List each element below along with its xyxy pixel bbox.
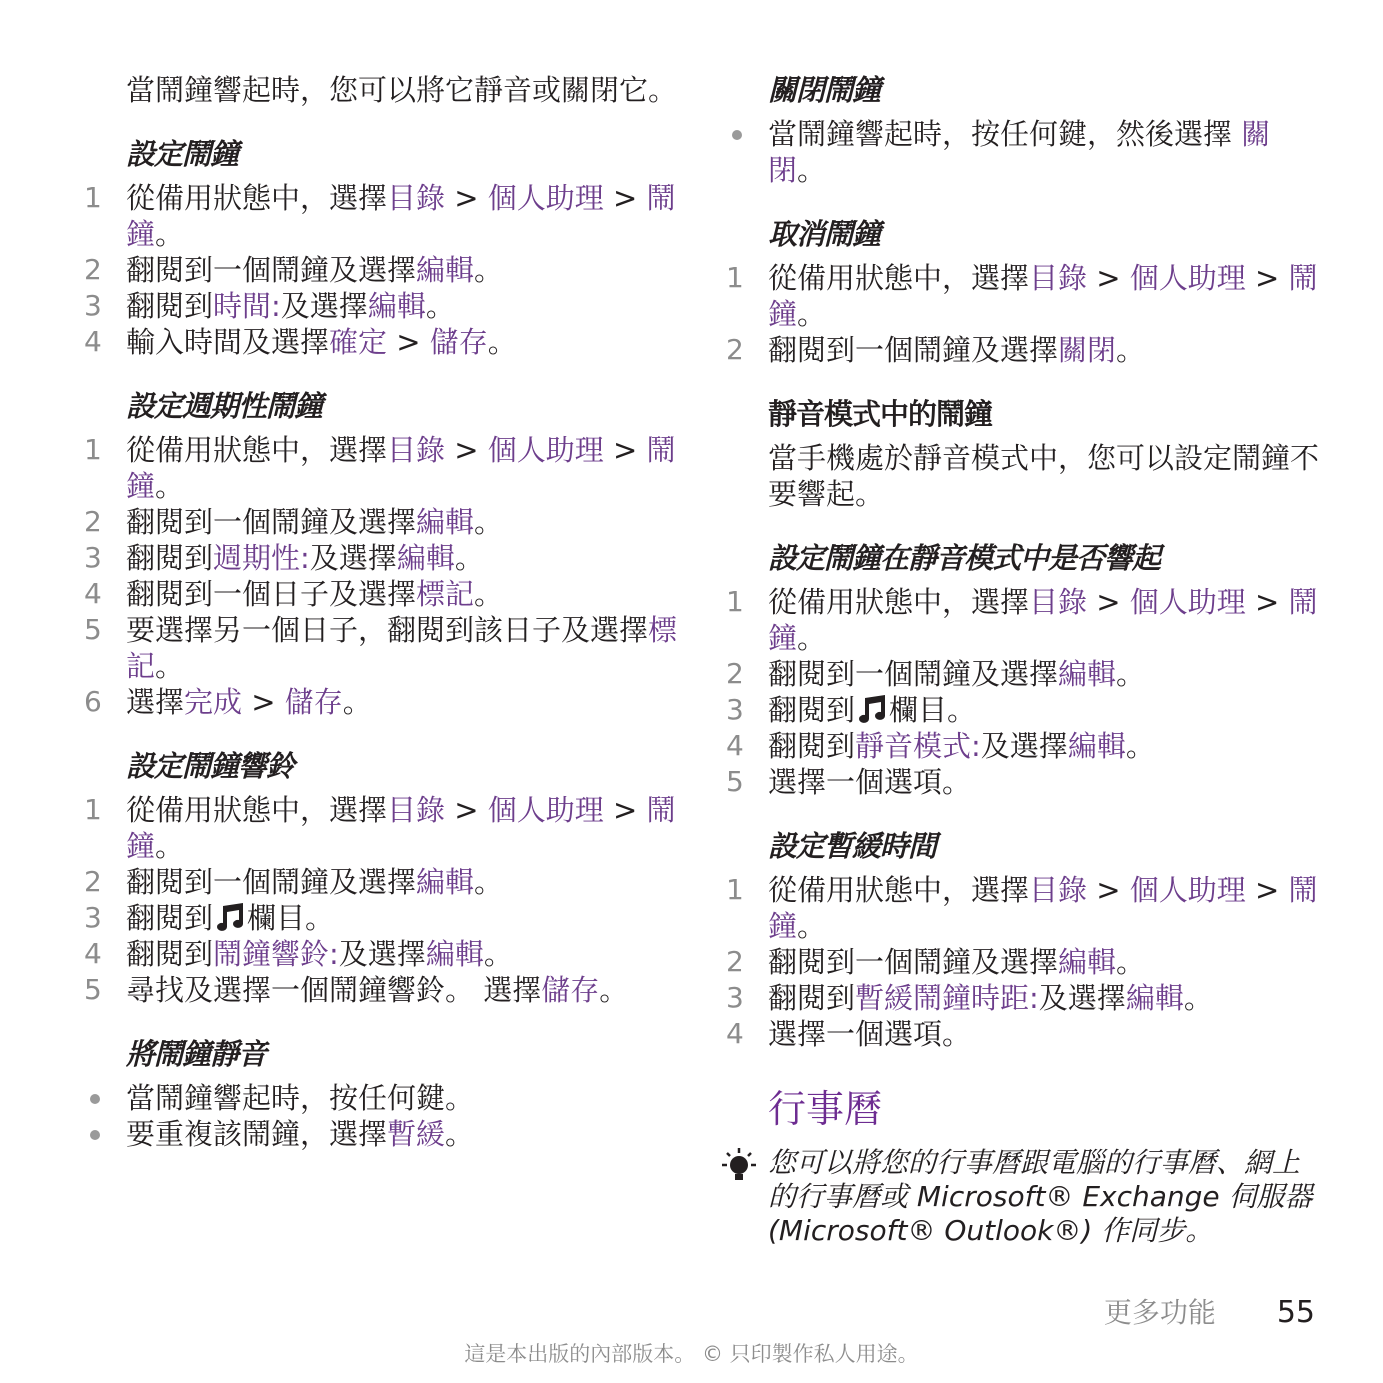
step-text: 。 bbox=[599, 973, 629, 1007]
step-text: 。 bbox=[474, 577, 504, 611]
menu-path-term: 鬧鐘 bbox=[126, 181, 676, 251]
step-text: 。 bbox=[155, 217, 185, 251]
step-item bbox=[84, 900, 680, 936]
step-text: > bbox=[1245, 585, 1289, 619]
menu-path-term: 鬧鐘 bbox=[768, 261, 1318, 331]
menu-path-term: 完成 bbox=[184, 685, 243, 719]
menu-path-term: 儲存 bbox=[284, 685, 343, 719]
menu-path-term: 個人助理 bbox=[1129, 261, 1246, 295]
step-number: 5 bbox=[84, 613, 102, 646]
step-text: > bbox=[1245, 873, 1289, 907]
step-item bbox=[84, 180, 680, 252]
silent-mode-heading: 靜音模式中的鬧鐘 bbox=[768, 397, 993, 431]
step-number: 4 bbox=[84, 577, 102, 610]
step-text: 翻閱到一個鬧鐘及選擇 bbox=[126, 865, 417, 899]
step-text: 。 bbox=[1116, 333, 1146, 367]
step-text: 。 bbox=[483, 937, 513, 971]
step-text: 。 bbox=[474, 253, 504, 287]
step-number: 2 bbox=[84, 865, 102, 898]
step-item bbox=[726, 656, 1326, 692]
step-item bbox=[84, 612, 680, 684]
menu-path-term: 目錄 bbox=[387, 181, 446, 215]
step-text: 。 bbox=[454, 541, 484, 575]
menu-path-term: 鬧鐘 bbox=[768, 873, 1318, 943]
snooze-time-steps bbox=[726, 872, 1326, 1052]
step-number: 2 bbox=[84, 253, 102, 286]
step-text: 當鬧鐘響起時，按任何鍵，然後選擇 bbox=[768, 117, 1242, 151]
menu-path-term: 編輯 bbox=[416, 253, 475, 287]
step-item bbox=[84, 540, 680, 576]
menu-path-term: 個人助理 bbox=[1129, 873, 1246, 907]
step-text: 翻閱到一個鬧鐘及選擇 bbox=[126, 253, 417, 287]
menu-path-term: 個人助理 bbox=[487, 433, 604, 467]
bullet-item bbox=[726, 116, 1326, 188]
step-text: 翻閱到一個日子及選擇 bbox=[126, 577, 417, 611]
step-text: 。 bbox=[474, 865, 504, 899]
menu-path-term: 編輯 bbox=[1058, 945, 1117, 979]
menu-path-term: 鬧鐘 bbox=[126, 793, 676, 863]
calendar-tip bbox=[726, 1146, 1326, 1248]
step-number: 4 bbox=[84, 325, 102, 358]
menu-path-term: 儲存 bbox=[429, 325, 488, 359]
menu-path-term: 目錄 bbox=[1029, 585, 1088, 619]
turn-off-alarm-bullets bbox=[726, 116, 1326, 188]
step-number: 3 bbox=[84, 901, 102, 934]
step-number: 2 bbox=[726, 945, 744, 978]
step-item bbox=[726, 332, 1326, 368]
step-text: 。 bbox=[487, 325, 517, 359]
step-text: 及選擇 bbox=[338, 937, 426, 971]
step-item bbox=[84, 684, 680, 720]
menu-path-term: 編輯 bbox=[396, 541, 455, 575]
step-text: 從備用狀態中，選擇 bbox=[768, 261, 1030, 295]
menu-path-term: 週期性: bbox=[213, 541, 310, 575]
step-number: 4 bbox=[726, 729, 744, 762]
step-text: 翻閱到 bbox=[126, 541, 214, 575]
menu-path-term: 確定 bbox=[329, 325, 388, 359]
footer-section-label: 更多功能 bbox=[1103, 1296, 1216, 1329]
step-text: 欄目。 bbox=[889, 693, 977, 727]
step-text: 從備用狀態中，選擇 bbox=[126, 793, 388, 827]
footer-note: 這是本出版的內部版本。 © 只印製作私人用途。 bbox=[464, 1342, 919, 1366]
silent-setting-heading: 設定鬧鐘在靜音模式中是否響起 bbox=[768, 541, 1161, 575]
step-item bbox=[84, 936, 680, 972]
step-text: 及選擇 bbox=[1038, 981, 1126, 1015]
step-text: > bbox=[1087, 873, 1130, 907]
menu-path-term: 編輯 bbox=[416, 865, 475, 899]
cancel-alarm-steps bbox=[726, 260, 1326, 368]
step-text: 翻閱到 bbox=[768, 693, 856, 727]
menu-path-term: 個人助理 bbox=[1129, 585, 1246, 619]
step-text: > bbox=[1087, 585, 1130, 619]
step-number: 1 bbox=[84, 793, 102, 826]
page-footer bbox=[1104, 1296, 1315, 1330]
bullet-dot-icon bbox=[90, 1094, 100, 1104]
left-column bbox=[84, 72, 680, 1152]
calendar-section-title: 行事曆 bbox=[768, 1087, 883, 1131]
step-item bbox=[726, 980, 1326, 1016]
step-text: 尋找及選擇一個鬧鐘響鈴。 選擇 bbox=[126, 973, 542, 1007]
menu-path-term: 目錄 bbox=[387, 793, 446, 827]
step-text: 。 bbox=[1116, 657, 1146, 691]
step-text: 翻閱到 bbox=[768, 981, 856, 1015]
step-text: 翻閱到 bbox=[126, 289, 214, 323]
step-number: 5 bbox=[84, 973, 102, 1006]
menu-path-term: 目錄 bbox=[1029, 261, 1088, 295]
step-text: 及選擇 bbox=[280, 289, 368, 323]
step-number: 4 bbox=[726, 1017, 744, 1050]
page-number: 55 bbox=[1276, 1295, 1315, 1330]
step-text: > bbox=[445, 433, 488, 467]
step-item bbox=[726, 584, 1326, 656]
menu-path-term: 編輯 bbox=[1125, 981, 1184, 1015]
snooze-time-heading: 設定暫緩時間 bbox=[768, 829, 937, 863]
menu-path-term: 暫緩 bbox=[387, 1117, 446, 1151]
step-item bbox=[84, 288, 680, 324]
step-text: 欄目。 bbox=[247, 901, 335, 935]
step-text: 從備用狀態中，選擇 bbox=[768, 873, 1030, 907]
step-item bbox=[84, 576, 680, 612]
step-text: 。 bbox=[1125, 729, 1155, 763]
step-item bbox=[84, 864, 680, 900]
calendar-tip-text: 您可以將您的行事曆跟電腦的行事曆、網上的行事曆或 Microsoft® Exchange 伺服器 (Microsoft® Outlook®) 作同步。 bbox=[768, 1146, 1313, 1247]
step-text: > bbox=[1245, 261, 1289, 295]
menu-path-term: 目錄 bbox=[387, 433, 446, 467]
menu-path-term: 編輯 bbox=[1067, 729, 1126, 763]
step-text: 從備用狀態中，選擇 bbox=[126, 181, 388, 215]
step-text: 輸入時間及選擇 bbox=[126, 325, 330, 359]
step-text: 當鬧鐘響起時，按任何鍵。 bbox=[126, 1081, 475, 1115]
menu-path-term: 編輯 bbox=[367, 289, 426, 323]
menu-path-term: 關閉 bbox=[768, 117, 1271, 187]
alarm-ringtone-heading: 設定鬧鐘響鈴 bbox=[126, 749, 295, 783]
bullet-item bbox=[84, 1116, 680, 1152]
step-text: 從備用狀態中，選擇 bbox=[126, 433, 388, 467]
menu-path-term: 編輯 bbox=[1058, 657, 1117, 691]
step-number: 3 bbox=[84, 289, 102, 322]
menu-path-term: 鬧鐘 bbox=[768, 585, 1318, 655]
step-text: 要重複該鬧鐘，選擇 bbox=[126, 1117, 388, 1151]
step-text: 翻閱到一個鬧鐘及選擇 bbox=[768, 945, 1059, 979]
menu-path-term: 標記 bbox=[416, 577, 475, 611]
step-item bbox=[726, 764, 1326, 800]
step-text: 選擇一個選項。 bbox=[768, 1017, 972, 1051]
step-item bbox=[726, 872, 1326, 944]
alarm-ringtone-steps bbox=[84, 792, 680, 1008]
menu-path-term: 暫緩鬧鐘時距: bbox=[855, 981, 1039, 1015]
step-text: 。 bbox=[797, 297, 827, 331]
step-text: 選擇一個選項。 bbox=[768, 765, 972, 799]
step-text: 。 bbox=[797, 909, 827, 943]
step-item bbox=[726, 260, 1326, 332]
menu-path-term: 標記 bbox=[126, 613, 678, 683]
step-text: > bbox=[387, 325, 430, 359]
step-number: 1 bbox=[726, 873, 744, 906]
step-number: 3 bbox=[84, 541, 102, 574]
step-text: 要選擇另一個日子，翻閱到該日子及選擇 bbox=[126, 613, 649, 647]
step-text: 翻閱到 bbox=[768, 729, 856, 763]
step-text: 。 bbox=[797, 153, 827, 187]
step-item bbox=[84, 324, 680, 360]
step-text: > bbox=[445, 181, 488, 215]
cancel-alarm-heading: 取消鬧鐘 bbox=[768, 217, 881, 251]
bullet-item bbox=[84, 1080, 680, 1116]
step-number: 1 bbox=[84, 181, 102, 214]
step-text: > bbox=[242, 685, 285, 719]
step-item bbox=[726, 944, 1326, 980]
step-item bbox=[84, 792, 680, 864]
recurrent-alarm-steps bbox=[84, 432, 680, 720]
silent-setting-steps bbox=[726, 584, 1326, 800]
step-number: 5 bbox=[726, 765, 744, 798]
silence-alarm-heading: 將鬧鐘靜音 bbox=[126, 1037, 267, 1071]
step-text: 。 bbox=[797, 621, 827, 655]
step-number: 2 bbox=[726, 333, 744, 366]
menu-path-term: 編輯 bbox=[425, 937, 484, 971]
step-text: > bbox=[445, 793, 488, 827]
step-number: 3 bbox=[726, 693, 744, 726]
silent-mode-text: 當手機處於靜音模式中，您可以設定鬧鐘不要響起。 bbox=[768, 441, 1320, 511]
step-number: 3 bbox=[726, 981, 744, 1014]
step-item bbox=[726, 692, 1326, 728]
right-column bbox=[726, 72, 1326, 1248]
step-number: 4 bbox=[84, 937, 102, 970]
step-number: 1 bbox=[726, 585, 744, 618]
menu-path-term: 目錄 bbox=[1029, 873, 1088, 907]
bullet-dot-icon bbox=[90, 1130, 100, 1140]
step-text: 翻閱到一個鬧鐘及選擇 bbox=[768, 333, 1059, 367]
music-note-icon bbox=[855, 694, 889, 724]
step-text: 。 bbox=[342, 685, 372, 719]
step-text: 及選擇 bbox=[980, 729, 1068, 763]
step-text: 選擇 bbox=[126, 685, 185, 719]
step-item bbox=[726, 1016, 1326, 1052]
menu-path-term: 靜音模式: bbox=[855, 729, 981, 763]
menu-path-term: 關閉 bbox=[1058, 333, 1117, 367]
step-item bbox=[84, 972, 680, 1008]
step-number: 6 bbox=[84, 685, 102, 718]
intro-text: 當鬧鐘響起時，您可以將它靜音或關閉它。 bbox=[126, 73, 678, 107]
turn-off-alarm-heading: 關閉鬧鐘 bbox=[768, 73, 881, 107]
step-text: 翻閱到 bbox=[126, 937, 214, 971]
menu-path-term: 儲存 bbox=[541, 973, 600, 1007]
step-item bbox=[84, 504, 680, 540]
lightbulb-tip-icon bbox=[716, 1148, 762, 1188]
step-text: 翻閱到一個鬧鐘及選擇 bbox=[126, 505, 417, 539]
step-text: > bbox=[603, 433, 647, 467]
step-item bbox=[84, 252, 680, 288]
step-text: 翻閱到 bbox=[126, 901, 214, 935]
step-number: 1 bbox=[726, 261, 744, 294]
step-text: 。 bbox=[155, 469, 185, 503]
step-number: 2 bbox=[84, 505, 102, 538]
step-text: 。 bbox=[474, 505, 504, 539]
menu-path-term: 鬧鐘 bbox=[126, 433, 676, 503]
step-text: 。 bbox=[1116, 945, 1146, 979]
step-item bbox=[726, 728, 1326, 764]
step-text: 。 bbox=[445, 1117, 475, 1151]
step-text: 。 bbox=[155, 829, 185, 863]
menu-path-term: 編輯 bbox=[416, 505, 475, 539]
step-text: 從備用狀態中，選擇 bbox=[768, 585, 1030, 619]
bullet-dot-icon bbox=[732, 130, 742, 140]
recurrent-alarm-heading: 設定週期性鬧鐘 bbox=[126, 389, 323, 423]
step-text: > bbox=[1087, 261, 1130, 295]
menu-path-term: 時間: bbox=[213, 289, 281, 323]
menu-path-term: 個人助理 bbox=[487, 181, 604, 215]
step-text: 。 bbox=[155, 649, 185, 683]
silence-alarm-bullets bbox=[84, 1080, 680, 1152]
menu-path-term: 鬧鐘響鈴: bbox=[213, 937, 339, 971]
step-text: 。 bbox=[425, 289, 455, 323]
step-number: 1 bbox=[84, 433, 102, 466]
step-text: 。 bbox=[1183, 981, 1213, 1015]
step-text: > bbox=[603, 793, 647, 827]
set-alarm-heading: 設定鬧鐘 bbox=[126, 137, 239, 171]
step-number: 2 bbox=[726, 657, 744, 690]
music-note-icon bbox=[213, 902, 247, 932]
set-alarm-steps bbox=[84, 180, 680, 360]
step-item bbox=[84, 432, 680, 504]
step-text: 及選擇 bbox=[309, 541, 397, 575]
step-text: 翻閱到一個鬧鐘及選擇 bbox=[768, 657, 1059, 691]
step-text: > bbox=[603, 181, 647, 215]
menu-path-term: 個人助理 bbox=[487, 793, 604, 827]
